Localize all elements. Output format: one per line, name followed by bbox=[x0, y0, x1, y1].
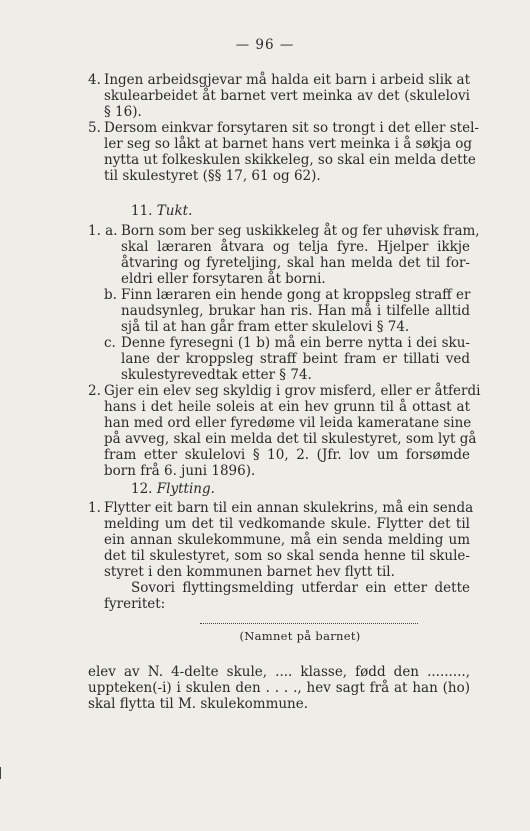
item-marker: 4. bbox=[88, 72, 101, 88]
text-line: lane der kroppsleg straff beint fram er tillati ved bbox=[121, 351, 470, 367]
text-line: han med ord eller fyredøme vil leida kameratane sine bbox=[104, 415, 472, 431]
text-line: åtvaring og fyreteljing, skal han melda det til for- bbox=[121, 255, 470, 271]
form-line: elev av N. 4-delte skule, .... klasse, fødd den ........., bbox=[88, 664, 470, 680]
text-line: sjå til at han går fram etter skulelovi § 74. bbox=[121, 319, 410, 335]
text-line: Finn læraren ein hende gong at kroppsleg straff er bbox=[121, 287, 471, 303]
text-line: melding um det til vedkomande skule. Flytter det til bbox=[104, 516, 470, 532]
item-marker: c. bbox=[104, 335, 116, 351]
text-line: ein annan skulekommune, må ein senda melding um bbox=[104, 532, 470, 548]
text-line: Gjer ein elev seg skyldig i grov misferd, eller er åtferdi bbox=[104, 383, 481, 399]
text-line: fyreritet: bbox=[104, 596, 166, 612]
text-line: nytta ut folkeskulen skikkeleg, so skal ein melda dette bbox=[104, 152, 476, 168]
section-heading-tukt bbox=[131, 203, 192, 219]
text-line: naudsynleg, brukar han ris. Han må i tilfelle alltid bbox=[121, 303, 470, 319]
item-marker: 5. bbox=[88, 120, 101, 136]
text-line: hans i det heile soleis at ein hev grunn til å ottast at bbox=[104, 399, 470, 415]
text-line: Born som ber seg uskikkeleg åt og fer uhøvisk fram, bbox=[121, 223, 480, 239]
item-marker: b. bbox=[104, 287, 117, 303]
text-line: på avveg, skal ein melda det til skulestyret, som lyt gå bbox=[104, 431, 477, 447]
form-caption: (Namnet på barnet) bbox=[239, 629, 361, 643]
text-line: ler seg so låkt at barnet hans vert meinka i å søkja og bbox=[104, 136, 473, 152]
section-title: Flytting. bbox=[156, 481, 215, 497]
form-line: skal flytta til M. skulekommune. bbox=[88, 696, 309, 712]
text-line: Sovori flyttingsmelding utferdar ein etter dette bbox=[131, 580, 470, 596]
item-marker: 1. bbox=[88, 500, 101, 516]
margin-mark bbox=[0, 767, 5, 779]
text-line: Dersom einkvar forsytaren sit so trongt i det eller stel- bbox=[104, 120, 479, 136]
page-number: — 96 — bbox=[235, 37, 295, 53]
text-line: skulestyrevedtak etter § 74. bbox=[121, 367, 312, 383]
text-line: born frå 6. juni 1896). bbox=[104, 463, 256, 479]
section-number: 12. bbox=[131, 481, 153, 497]
item-marker: 2. bbox=[88, 383, 101, 399]
section-title: Tukt. bbox=[156, 203, 193, 219]
dotted-name-line bbox=[200, 621, 418, 624]
text-line: det til skulestyret, som so skal senda henne til skule- bbox=[104, 548, 470, 564]
text-line: Flytter eit barn til ein annan skulekrins, må ein senda bbox=[104, 500, 474, 516]
form-line: uppteken(-i) i skulen den . . . ., hev sagt frå at han (ho) bbox=[88, 680, 470, 696]
section-heading-flytting bbox=[131, 481, 215, 497]
text-line: til skulestyret (§§ 17, 61 og 62). bbox=[104, 168, 321, 184]
text-line: Denne fyresegni (1 b) må ein berre nytta i dei sku- bbox=[121, 335, 470, 351]
text-line: Ingen arbeidsgjevar må halda eit barn i arbeid slik at bbox=[104, 72, 470, 88]
item-marker: 1. a. bbox=[88, 223, 118, 239]
text-line: § 16). bbox=[104, 104, 142, 120]
text-line: skulearbeidet åt barnet vert meinka av det (skulelovi bbox=[104, 88, 470, 104]
section-number: 11. bbox=[131, 203, 153, 219]
text-line: eldri eller forsytaren åt borni. bbox=[121, 271, 326, 287]
text-line: skal læraren åtvara og telja fyre. Hjelper ikkje bbox=[121, 239, 470, 255]
text-line: fram etter skulelovi § 10, 2. (Jfr. lov um forsømde bbox=[104, 447, 470, 463]
text-line: styret i den kommunen barnet hev flytt til. bbox=[104, 564, 395, 580]
